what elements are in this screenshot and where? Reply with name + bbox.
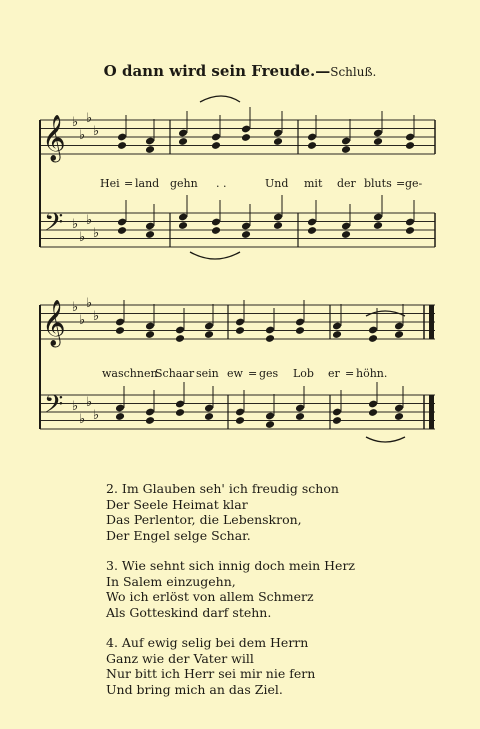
notehead [145, 145, 155, 154]
staves [40, 120, 435, 429]
notehead [332, 416, 342, 425]
lyric-hyphen: = [345, 367, 355, 380]
flat-sign-icon: ♭ [93, 124, 100, 139]
notehead [368, 408, 378, 417]
final-barline-thick [429, 395, 434, 429]
notehead [265, 334, 275, 343]
notehead [204, 412, 214, 421]
lyric-syllable: bluts [364, 177, 392, 190]
flat-sign-icon: ♭ [86, 213, 93, 228]
notehead [405, 226, 415, 235]
notehead [115, 412, 125, 421]
verse-line: Als Gotteskind darf stehn. [106, 604, 272, 620]
notehead [295, 412, 305, 421]
verse-line: Ganz wie der Vater will [106, 650, 254, 666]
notehead [117, 141, 127, 150]
lyric-syllable: mit [304, 177, 323, 190]
verse-line: 3. Wie sehnt sich innig doch mein Herz [106, 558, 355, 573]
notehead [145, 416, 155, 425]
verse-line: Nur bitt ich Herr sei mir nie fern [106, 666, 316, 681]
notehead [307, 141, 317, 150]
notehead [211, 141, 221, 150]
notehead [178, 137, 188, 146]
lyric-hyphen: = [248, 367, 258, 380]
notehead [373, 221, 383, 230]
lyric-syllable: ew [227, 367, 243, 380]
flat-sign-icon: ♭ [79, 412, 86, 427]
notehead [394, 330, 404, 339]
notehead [145, 230, 155, 239]
notehead [394, 412, 404, 421]
hymn-title-suffix: Schluß. [330, 65, 377, 79]
hymn-title-main: O dann wird sein Freude. [103, 62, 316, 80]
bass-clef-icon: 𝄢 [44, 390, 64, 425]
notehead [373, 137, 383, 146]
flat-sign-icon: ♭ [72, 217, 79, 232]
notehead [211, 226, 221, 235]
lyric-hyphen: = [396, 177, 406, 190]
notehead [341, 145, 351, 154]
treble-clef-icon: 𝄞 [42, 300, 66, 346]
flat-sign-icon: ♭ [93, 309, 100, 324]
lyric-syllable: Hei [100, 177, 120, 190]
verse-2 [106, 481, 406, 543]
slur [200, 96, 240, 102]
verse-line: Wo ich erlöst von allem Schmerz [106, 589, 314, 604]
notehead [307, 226, 317, 235]
notehead [115, 326, 125, 335]
lyric-syllable: er [328, 367, 340, 380]
verse-line: 4. Auf ewig selig bei dem Herrn [106, 635, 309, 650]
slur [366, 437, 405, 442]
verse-line: In Salem einzugehn, [106, 573, 236, 589]
lyric-syllable: Und [265, 177, 289, 190]
notehead [265, 420, 275, 429]
notehead [295, 326, 305, 335]
lyric-syllable: Schaar [155, 367, 195, 380]
verses [106, 481, 406, 712]
lyric-syllable: sein [196, 367, 219, 380]
flat-sign-icon: ♭ [93, 226, 100, 241]
flat-sign-icon: ♭ [86, 111, 93, 126]
notehead [235, 416, 245, 425]
bass-clef-icon: 𝄢 [44, 208, 64, 243]
verse-line: 2. Im Glauben seh' ich freudig schon [106, 481, 339, 496]
notehead [117, 226, 127, 235]
flat-sign-icon: ♭ [79, 128, 86, 143]
notehead [241, 230, 251, 239]
notehead [368, 334, 378, 343]
verse-line: Das Perlentor, die Lebenskron, [106, 512, 302, 527]
treble-clef-icon: 𝄞 [42, 115, 66, 161]
notehead [273, 221, 283, 230]
notehead [405, 141, 415, 150]
verse-3 [106, 558, 406, 620]
clefs [42, 111, 99, 427]
lyric-syllable: ge- [405, 177, 423, 190]
notehead [273, 137, 283, 146]
notes [115, 96, 415, 442]
lyric-syllable: land [135, 177, 160, 190]
flat-sign-icon: ♭ [86, 296, 93, 311]
notehead [241, 133, 251, 142]
notehead [145, 330, 155, 339]
notehead [175, 334, 185, 343]
slur [190, 252, 240, 259]
flat-sign-icon: ♭ [72, 300, 79, 315]
notehead [332, 330, 342, 339]
flat-sign-icon: ♭ [79, 313, 86, 328]
lyric-hyphen: = [124, 177, 134, 190]
lyric-syllable: ges [259, 367, 279, 380]
flat-sign-icon: ♭ [79, 230, 86, 245]
lyric-syllable: waschnen [102, 367, 158, 380]
notehead [178, 221, 188, 230]
verse-line: Der Seele Heimat klar [106, 496, 248, 512]
flat-sign-icon: ♭ [72, 115, 79, 130]
title-dash: — [315, 62, 331, 80]
lyric-syllable: der [337, 177, 356, 190]
verse-4 [106, 635, 406, 697]
notehead [204, 330, 214, 339]
notehead [235, 326, 245, 335]
lyric-dots: . . [216, 177, 227, 190]
flat-sign-icon: ♭ [86, 395, 93, 410]
notehead [175, 408, 185, 417]
lyric-syllable: Lob [293, 367, 314, 380]
verse-line: Und bring mich an das Ziel. [106, 681, 283, 697]
verse-line: Der Engel selge Schar. [106, 527, 251, 543]
final-barline-thick [429, 305, 434, 339]
lyric-syllable: gehn [170, 177, 198, 190]
flat-sign-icon: ♭ [93, 408, 100, 423]
flat-sign-icon: ♭ [72, 399, 79, 414]
notehead [341, 230, 351, 239]
lyric-syllable: höhn. [356, 367, 388, 380]
